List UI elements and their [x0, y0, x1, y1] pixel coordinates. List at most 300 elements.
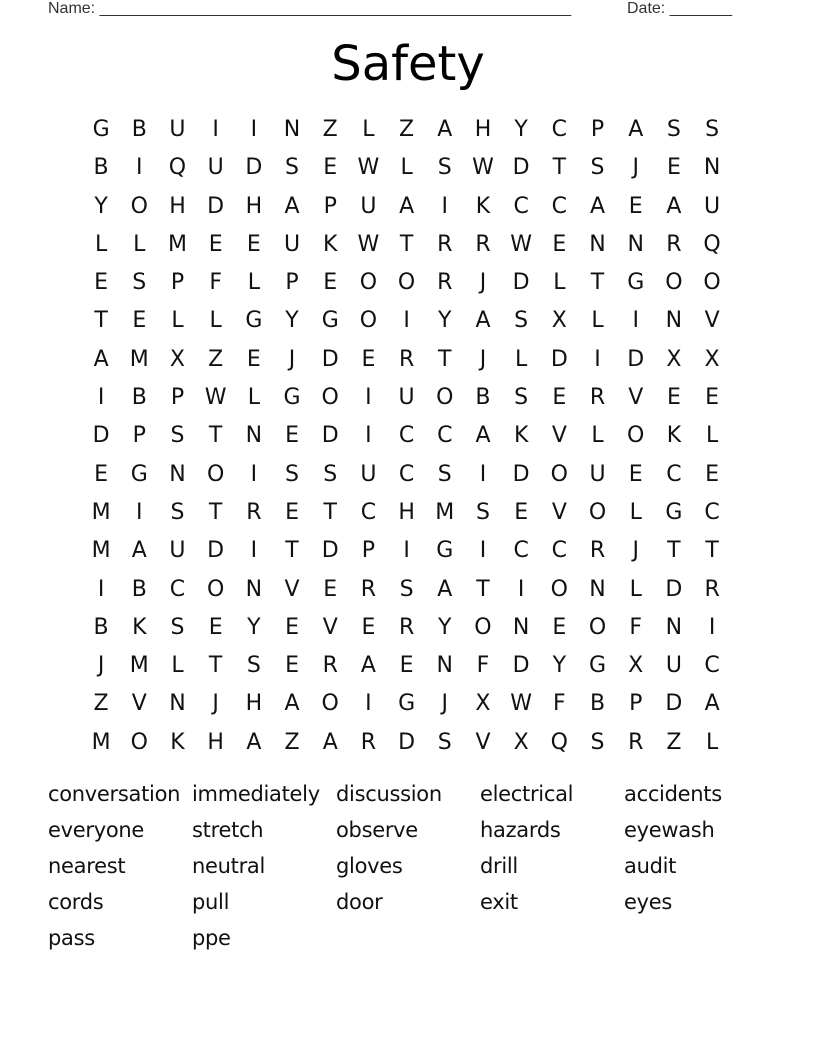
grid-letter: F: [209, 270, 222, 296]
grid-letter: R: [704, 576, 720, 602]
word-list-item: neutral: [192, 854, 266, 878]
grid-letter: T: [667, 538, 681, 564]
grid-letter: D: [92, 423, 110, 449]
word-list-item: cords: [48, 890, 104, 914]
word-list-item: eyewash: [624, 818, 715, 842]
grid-letter: S: [399, 576, 414, 602]
grid-letter: K: [513, 423, 529, 449]
grid-letter: D: [512, 155, 530, 181]
grid-letter: V: [475, 729, 491, 755]
word-list-item: electrical: [480, 782, 574, 806]
grid-letter: W: [357, 155, 380, 181]
grid-letter: L: [247, 270, 260, 296]
grid-letter: A: [590, 193, 606, 219]
grid-letter: B: [589, 691, 606, 717]
grid-letter: E: [628, 193, 643, 219]
word-list-item: drill: [480, 854, 518, 878]
grid-letter: L: [171, 308, 184, 334]
grid-letter: G: [245, 308, 263, 334]
grid-letter: N: [665, 614, 683, 640]
grid-letter: W: [472, 155, 494, 181]
grid-letter: I: [403, 308, 410, 334]
grid-letter: B: [93, 614, 109, 640]
grid-letter: S: [132, 270, 147, 296]
grid-letter: C: [704, 653, 720, 679]
grid-letter: N: [627, 231, 644, 257]
grid-letter: O: [359, 308, 378, 334]
grid-letter: X: [475, 691, 491, 717]
grid-letter: O: [703, 270, 721, 296]
grid-letter: D: [627, 346, 645, 372]
grid-letter: I: [212, 117, 219, 142]
grid-letter: E: [94, 461, 109, 487]
grid-letter: S: [285, 461, 300, 487]
grid-letter: L: [400, 155, 413, 181]
grid-letter: V: [551, 499, 567, 525]
grid-letter: Y: [247, 614, 261, 640]
grid-letter: C: [551, 117, 568, 142]
grid-letter: E: [666, 155, 681, 181]
grid-letter: V: [551, 423, 567, 449]
grid-letter: Y: [285, 308, 299, 334]
grid-letter: S: [437, 155, 452, 181]
grid-letter: M: [91, 499, 111, 525]
grid-letter: R: [589, 538, 606, 564]
grid-letter: B: [93, 155, 109, 181]
grid-letter: W: [510, 231, 533, 257]
grid-letter: Z: [322, 117, 338, 142]
grid-letter: T: [552, 155, 567, 181]
grid-letter: M: [91, 729, 111, 755]
grid-letter: X: [666, 346, 682, 372]
grid-letter: G: [92, 117, 110, 142]
grid-letter: E: [94, 270, 109, 296]
grid-letter: L: [629, 499, 642, 525]
grid-letter: E: [323, 155, 338, 181]
grid-letter: L: [705, 729, 719, 755]
grid-letter: O: [550, 461, 568, 487]
grid-letter: F: [629, 614, 643, 640]
grid-letter: D: [512, 653, 530, 679]
grid-letter: T: [285, 538, 299, 564]
grid-letter: S: [514, 308, 529, 334]
grid-letter: L: [705, 423, 719, 449]
grid-letter: K: [323, 231, 338, 257]
grid-letter: C: [704, 499, 720, 525]
grid-letter: J: [479, 270, 487, 296]
grid-letter: Z: [399, 117, 415, 142]
grid-letter: A: [475, 423, 491, 449]
grid-letter: Z: [666, 729, 682, 755]
word-list-item: immediately: [192, 782, 320, 806]
grid-letter: O: [130, 729, 148, 755]
grid-letter: H: [474, 117, 492, 142]
grid-letter: N: [703, 155, 721, 181]
word-list-item: audit: [624, 854, 677, 878]
grid-letter: R: [246, 499, 262, 525]
grid-letter: I: [517, 576, 525, 602]
grid-letter: T: [438, 346, 452, 372]
grid-letter: R: [666, 231, 682, 257]
grid-letter: I: [479, 461, 487, 487]
grid-letter: S: [705, 117, 720, 142]
grid-letter: F: [553, 691, 566, 717]
grid-letter: E: [132, 308, 147, 334]
grid-letter: H: [245, 691, 263, 717]
grid-letter: E: [552, 614, 567, 640]
grid-letter: I: [136, 499, 143, 525]
grid-letter: E: [552, 231, 567, 257]
grid-letter: J: [632, 155, 639, 181]
grid-letter: D: [665, 691, 683, 717]
grid-letter: I: [250, 461, 258, 487]
grid-letter: A: [704, 691, 720, 717]
grid-letter: I: [136, 155, 143, 181]
grid-letter: H: [207, 729, 224, 755]
grid-letter: E: [323, 576, 338, 602]
grid-letter: C: [551, 538, 568, 564]
grid-letter: A: [437, 117, 453, 142]
grid-letter: D: [321, 538, 339, 564]
grid-letter: S: [170, 614, 185, 640]
grid-letter: I: [365, 423, 372, 449]
grid-letter: I: [708, 614, 716, 640]
grid-letter: V: [322, 614, 338, 640]
grid-letter: M: [129, 346, 149, 372]
grid-letter: M: [167, 231, 187, 257]
grid-letter: I: [403, 538, 410, 564]
grid-letter: I: [97, 385, 105, 411]
word-list-item: everyone: [48, 818, 145, 842]
grid-letter: E: [246, 346, 261, 372]
grid-letter: Y: [552, 653, 567, 679]
grid-letter: N: [169, 691, 186, 717]
grid-letter: L: [247, 385, 260, 411]
grid-letter: R: [628, 729, 644, 755]
grid-letter: U: [398, 385, 415, 411]
grid-letter: U: [665, 653, 682, 679]
grid-letter: R: [398, 346, 415, 372]
grid-letter: C: [513, 538, 529, 564]
grid-letter: E: [323, 270, 338, 296]
grid-letter: I: [97, 576, 105, 602]
grid-letter: P: [170, 270, 185, 296]
grid-letter: I: [594, 346, 601, 372]
grid-letter: K: [475, 193, 491, 219]
grid-letter: L: [133, 231, 146, 257]
grid-letter: C: [398, 461, 415, 487]
grid-letter: U: [360, 193, 377, 219]
grid-letter: D: [321, 423, 339, 449]
grid-letter: D: [512, 461, 530, 487]
grid-letter: I: [365, 691, 372, 717]
grid-letter: O: [130, 193, 148, 219]
grid-letter: A: [93, 346, 109, 372]
grid-letter: I: [441, 193, 449, 219]
grid-letter: Y: [94, 193, 108, 219]
grid-letter: T: [590, 270, 605, 296]
grid-letter: R: [360, 576, 377, 602]
grid-letter: S: [514, 385, 529, 411]
grid-letter: D: [398, 729, 416, 755]
grid-letter: E: [246, 231, 261, 257]
grid-letter: O: [436, 385, 454, 411]
grid-letter: H: [245, 193, 263, 219]
grid-letter: G: [130, 461, 148, 487]
grid-letter: C: [666, 461, 682, 487]
grid-letter: O: [627, 423, 645, 449]
grid-letter: E: [705, 461, 720, 487]
grid-letter: X: [513, 729, 529, 755]
grid-letter: N: [589, 231, 606, 257]
grid-letter: D: [207, 193, 225, 219]
grid-letter: E: [666, 385, 681, 411]
grid-letter: M: [91, 538, 111, 564]
grid-letter: P: [361, 538, 376, 564]
grid-letter: O: [321, 385, 339, 411]
grid-letter: J: [632, 538, 639, 564]
grid-letter: S: [323, 461, 338, 487]
word-list-item: gloves: [336, 854, 403, 878]
grid-letter: Q: [550, 729, 568, 755]
grid-letter: Q: [168, 155, 187, 181]
grid-letter: H: [169, 193, 186, 219]
grid-letter: A: [246, 729, 262, 755]
grid-letter: A: [475, 308, 491, 334]
grid-letter: S: [246, 653, 261, 679]
grid-letter: M: [435, 499, 455, 525]
grid-letter: I: [250, 117, 258, 142]
grid-letter: J: [97, 653, 105, 679]
grid-letter: Z: [208, 346, 224, 372]
grid-letter: D: [207, 538, 225, 564]
grid-letter: I: [250, 538, 258, 564]
grid-letter: W: [510, 691, 533, 717]
grid-letter: N: [665, 308, 683, 334]
grid-letter: U: [169, 117, 186, 142]
grid-letter: C: [360, 499, 377, 525]
grid-letter: W: [204, 385, 227, 411]
grid-letter: G: [321, 308, 339, 334]
grid-letter: R: [589, 385, 606, 411]
grid-letter: O: [359, 270, 378, 296]
word-list-item: eyes: [624, 890, 673, 914]
grid-letter: O: [206, 576, 225, 602]
grid-letter: A: [131, 538, 147, 564]
grid-letter: E: [285, 614, 299, 640]
grid-letter: V: [284, 576, 300, 602]
grid-letter: O: [588, 499, 607, 525]
grid-letter: L: [515, 346, 528, 372]
grid-letter: O: [474, 614, 492, 640]
grid-letter: U: [169, 538, 186, 564]
grid-letter: L: [591, 308, 604, 334]
grid-letter: M: [129, 653, 149, 679]
grid-letter: S: [170, 499, 185, 525]
word-list-item: door: [336, 890, 383, 914]
grid-letter: X: [169, 346, 185, 372]
grid-letter: U: [360, 461, 377, 487]
word-list-item: pass: [48, 926, 95, 950]
grid-letter: K: [132, 614, 147, 640]
word-list: [48, 776, 788, 956]
grid-letter: R: [398, 614, 415, 640]
grid-letter: A: [360, 653, 376, 679]
grid-letter: R: [360, 729, 377, 755]
grid-letter: U: [207, 155, 224, 181]
grid-letter: Y: [438, 308, 452, 334]
grid-letter: R: [437, 270, 453, 296]
grid-letter: D: [245, 155, 263, 181]
header: [48, 0, 748, 22]
grid-letter: L: [629, 576, 642, 602]
grid-letter: A: [666, 193, 682, 219]
grid-letter: L: [553, 270, 566, 296]
grid-letter: S: [590, 729, 605, 755]
grid-letter: T: [476, 576, 490, 602]
grid-letter: X: [628, 653, 644, 679]
word-list-item: ppe: [192, 926, 231, 950]
grid-letter: R: [437, 231, 453, 257]
grid-letter: Q: [703, 231, 721, 257]
grid-letter: D: [665, 576, 683, 602]
word-list-item: conversation: [48, 782, 181, 806]
grid-letter: E: [514, 499, 529, 525]
grid-letter: E: [552, 385, 567, 411]
grid-letter: O: [550, 576, 568, 602]
grid-letter: G: [589, 653, 607, 679]
grid-letter: P: [323, 193, 337, 219]
grid-letter: N: [245, 423, 263, 449]
grid-letter: E: [208, 614, 223, 640]
grid-letter: R: [322, 653, 338, 679]
grid-letter: G: [398, 691, 416, 717]
grid-letter: U: [704, 193, 721, 219]
grid-letter: B: [475, 385, 491, 411]
grid-letter: C: [513, 193, 529, 219]
grid-letter: N: [436, 653, 454, 679]
grid-letter: E: [285, 499, 299, 525]
grid-letter: S: [475, 499, 490, 525]
grid-letter: K: [170, 729, 185, 755]
grid-letter: E: [208, 231, 223, 257]
grid-letter: P: [170, 385, 185, 411]
grid-letter: B: [131, 576, 147, 602]
page-title: Safety: [331, 36, 485, 92]
word-list-item: exit: [480, 890, 518, 914]
grid-letter: U: [589, 461, 606, 487]
grid-letter: C: [551, 193, 568, 219]
grid-letter: N: [589, 576, 606, 602]
grid-letter: T: [323, 499, 337, 525]
grid-letter: P: [132, 423, 146, 449]
grid-letter: S: [437, 729, 452, 755]
grid-letter: I: [632, 308, 639, 334]
grid-letter: H: [398, 499, 415, 525]
grid-letter: W: [357, 231, 380, 257]
date-line: Date: _______: [627, 0, 732, 17]
grid-letter: J: [441, 691, 449, 717]
grid-letter: O: [588, 614, 607, 640]
grid-letter: D: [321, 346, 339, 372]
grid-letter: G: [436, 538, 454, 564]
grid-letter: C: [398, 423, 415, 449]
grid-letter: F: [476, 653, 490, 679]
grid-letter: A: [437, 576, 453, 602]
grid-letter: B: [131, 385, 147, 411]
grid-letter: S: [170, 423, 185, 449]
grid-letter: N: [512, 614, 530, 640]
word-list-item: stretch: [192, 818, 264, 842]
grid-letter: S: [666, 117, 681, 142]
grid-letter: P: [590, 117, 605, 142]
grid-letter: D: [550, 346, 568, 372]
grid-letter: X: [704, 346, 720, 372]
grid-letter: J: [288, 346, 296, 372]
grid-letter: I: [479, 538, 487, 564]
grid-letter: A: [322, 729, 338, 755]
grid-letter: T: [94, 308, 108, 334]
grid-letter: E: [399, 653, 414, 679]
grid-letter: O: [397, 270, 416, 296]
grid-letter: Z: [284, 729, 300, 755]
grid-letter: S: [590, 155, 605, 181]
grid-letter: I: [365, 385, 372, 411]
grid-letter: V: [131, 691, 147, 717]
grid-letter: O: [321, 691, 339, 717]
grid-letter: X: [551, 308, 567, 334]
grid-letter: E: [361, 614, 376, 640]
grid-letter: G: [665, 499, 683, 525]
grid-letter: C: [437, 423, 453, 449]
grid-letter: E: [361, 346, 376, 372]
grid-letter: O: [665, 270, 683, 296]
grid-letter: V: [704, 308, 720, 334]
grid-letter: L: [171, 653, 184, 679]
grid-letter: L: [591, 423, 604, 449]
grid-letter: D: [512, 270, 530, 296]
grid-letter: T: [208, 653, 223, 679]
grid-letter: T: [208, 499, 223, 525]
grid-letter: E: [705, 385, 720, 411]
grid-letter: R: [475, 231, 491, 257]
grid-letter: G: [283, 385, 301, 411]
grid-letter: L: [209, 308, 222, 334]
grid-letter: T: [208, 423, 223, 449]
grid-letter: Z: [93, 691, 109, 717]
grid-letter: G: [627, 270, 645, 296]
grid-letter: A: [284, 691, 300, 717]
grid-letter: C: [169, 576, 186, 602]
grid-letter: A: [399, 193, 415, 219]
grid-letter: V: [628, 385, 644, 411]
grid-letter: U: [283, 231, 301, 257]
grid-letter: L: [362, 117, 375, 142]
grid-letter: P: [285, 270, 299, 296]
word-list-item: accidents: [624, 782, 722, 806]
grid-letter: N: [169, 461, 186, 487]
letter-grid: [82, 111, 731, 762]
grid-letter: T: [705, 538, 719, 564]
grid-letter: E: [285, 423, 299, 449]
grid-letter: B: [131, 117, 147, 142]
grid-letter: A: [284, 193, 300, 219]
grid-letter: T: [399, 231, 414, 257]
grid-letter: S: [437, 461, 452, 487]
grid-letter: N: [245, 576, 263, 602]
grid-letter: N: [283, 117, 301, 142]
word-list-item: discussion: [336, 782, 442, 806]
